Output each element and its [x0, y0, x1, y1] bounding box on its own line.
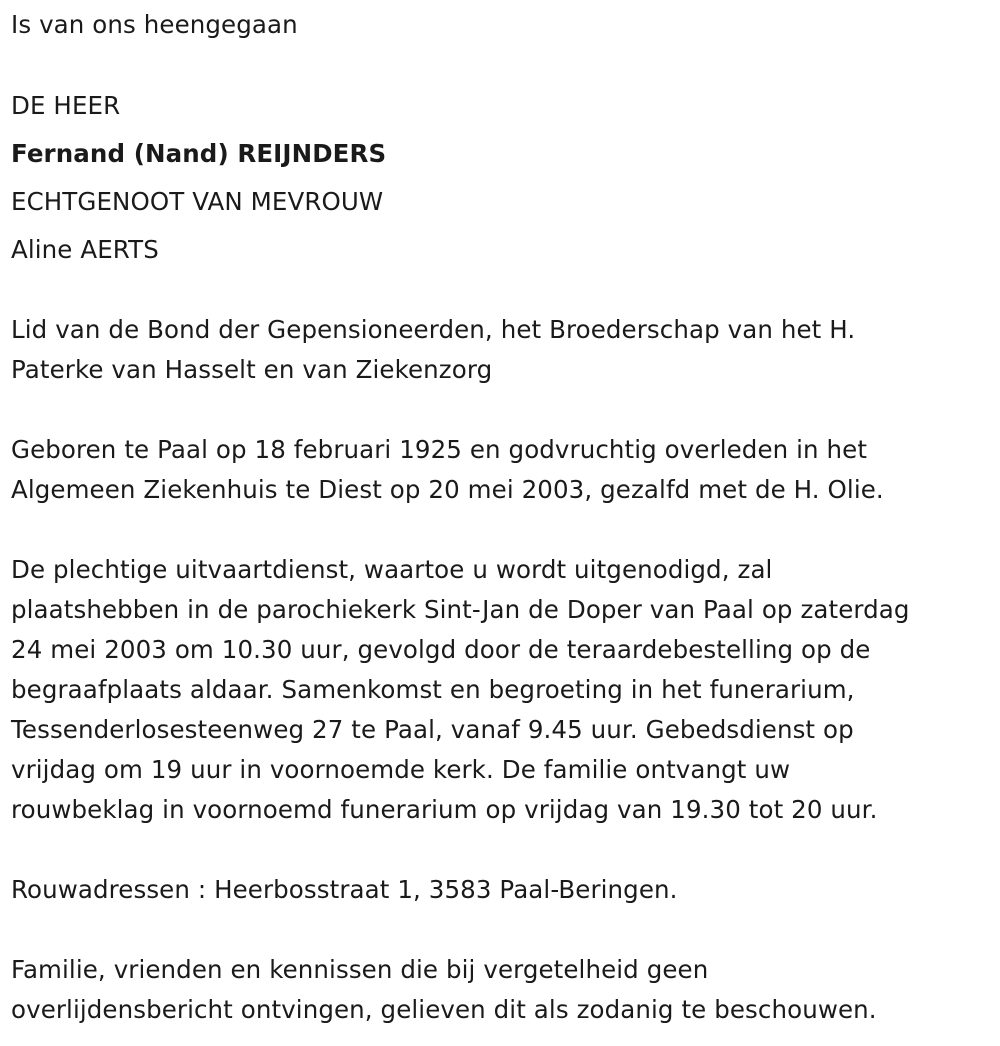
birth-death-line: Geboren te Paal op 18 februari 1925 en godvruchtig overleden in het [11, 435, 868, 464]
funeral-line: 24 mei 2003 om 10.30 uur, gevolgd door de teraardebestelling op de [11, 635, 871, 664]
spouse-intro: ECHTGENOOT VAN MEVROUW [11, 187, 384, 216]
closing-line: overlijdensbericht ontvingen, gelieven dit als zodanig te beschouwen. [11, 995, 877, 1024]
mourning-address: Rouwadressen : Heerbosstraat 1, 3583 Paal-Beringen. [11, 875, 678, 904]
closing-line: Familie, vrienden en kennissen die bij vergetelheid geen [11, 955, 709, 984]
funeral-line: begraafplaats aldaar. Samenkomst en begroeting in het funerarium, [11, 675, 855, 704]
funeral-line: De plechtige uitvaartdienst, waartoe u wordt uitgenodigd, zal [11, 555, 773, 584]
funeral-line: Tessenderlosesteenweg 27 te Paal, vanaf 9.45 uur. Gebedsdienst op [11, 715, 854, 744]
title-prefix: DE HEER [11, 91, 121, 120]
spouse-name: Aline AERTS [11, 235, 159, 264]
membership-line: Paterke van Hasselt en van Ziekenzorg [11, 355, 493, 384]
funeral-line: plaatshebben in de parochiekerk Sint-Jan de Doper van Paal op zaterdag [11, 595, 910, 624]
birth-death-line: Algemeen Ziekenhuis te Diest op 20 mei 2003, gezalfd met de H. Olie. [11, 475, 884, 504]
intro-text: Is van ons heengegaan [11, 10, 298, 39]
deceased-name: Fernand (Nand) REIJNDERS [11, 139, 387, 168]
funeral-line: rouwbeklag in voornoemd funerarium op vrijdag van 19.30 tot 20 uur. [11, 795, 878, 824]
funeral-line: vrijdag om 19 uur in voornoemde kerk. De familie ontvangt uw [11, 755, 791, 784]
membership-line: Lid van de Bond der Gepensioneerden, het Broederschap van het H. [11, 315, 856, 344]
